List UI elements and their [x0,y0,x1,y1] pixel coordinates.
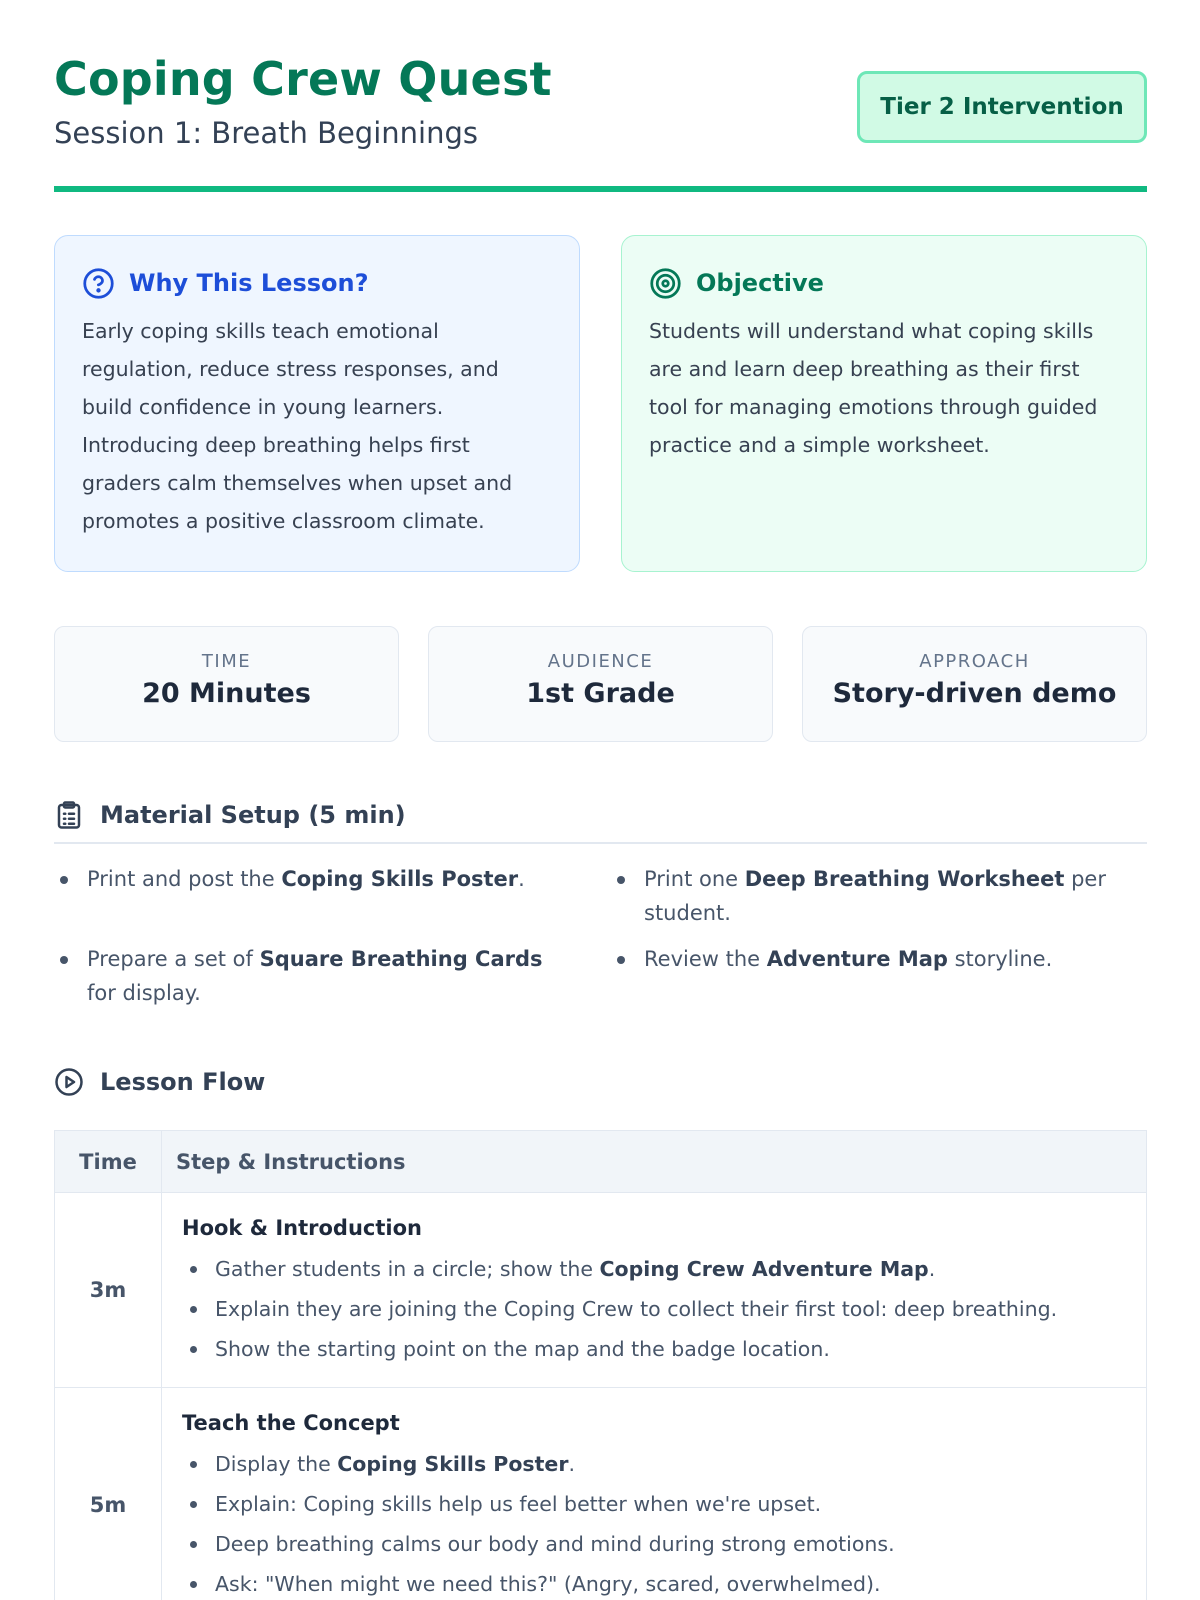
stat-approach [802,626,1147,742]
step-details [162,1193,1147,1388]
table-row [55,1193,1147,1388]
material-item: Print and post the Coping Skills Poster. [54,862,564,896]
lesson-flow-table [54,1130,1147,1600]
table-header-row [55,1131,1147,1193]
lesson-flow-title: Lesson Flow [100,1068,266,1096]
header [54,52,1147,192]
clipboard-icon [54,800,84,830]
lesson-flow-heading [54,1067,1147,1097]
step-time: 5m [55,1388,162,1600]
materials-title: Material Setup (5 min) [100,801,406,829]
step-title: Hook & Introduction [182,1216,422,1240]
objective-card-body: Students will understand what coping skills are and learn deep breathing as their first tool for managing emotions through guided practice and a simple worksheet. [649,319,1098,457]
why-card-title: Why This Lesson? [129,269,369,297]
step-instruction: Display the Coping Skills Poster. [182,1444,1126,1484]
material-item: Print one Deep Breathing Worksheet per student. [611,862,1121,930]
stat-audience [428,626,773,742]
material-item: Review the Adventure Map storyline. [611,942,1121,976]
step-instruction: Deep breathing calms our body and mind during strong emotions. [182,1524,1126,1564]
materials-divider [54,842,1147,844]
step-details [162,1388,1147,1600]
target-icon [649,267,682,300]
play-circle-icon [54,1067,84,1097]
step-instruction: Ask: "When might we need this?" (Angry, scared, overwhelmed). [182,1564,1126,1600]
column-header-step: Step & Instructions [162,1131,1147,1193]
column-header-time: Time [55,1131,162,1193]
stat-label: TIME [201,651,252,672]
stat-value: Story-driven demo [832,678,1117,709]
stat-value: 20 Minutes [142,678,311,709]
why-card [54,235,580,572]
tier-badge: Tier 2 Intervention [857,71,1147,143]
header-divider [54,186,1147,192]
objective-card [621,235,1147,572]
stat-label: APPROACH [919,651,1030,672]
table-row [55,1388,1147,1600]
step-instruction: Explain: Coping skills help us feel better when we're upset. [182,1484,1126,1524]
stat-label: AUDIENCE [547,651,654,672]
stat-value: 1st Grade [526,678,675,709]
why-card-header [82,264,552,302]
page-title: Coping Crew Quest [54,52,552,106]
lesson-plan-page [54,0,1147,1600]
step-title: Teach the Concept [182,1411,400,1435]
page-subtitle: Session 1: Breath Beginnings [54,116,478,150]
step-instruction: Explain they are joining the Coping Crew to collect their first tool: deep breathing. [182,1289,1126,1329]
why-card-body: Early coping skills teach emotional regulation, reduce stress responses, and build confidence in young learners. Introducing deep breathing helps first graders calm themselves when upset and promotes a positive classroom climate. [82,319,513,533]
material-item: Prepare a set of Square Breathing Cards for display. [54,942,564,1010]
step-time: 3m [55,1193,162,1388]
question-circle-icon [82,267,115,300]
step-instruction: Gather students in a circle; show the Coping Crew Adventure Map. [182,1249,1126,1289]
materials-heading [54,800,1147,830]
step-instruction: Show the starting point on the map and the badge location. [182,1329,1126,1369]
objective-card-title: Objective [696,269,824,297]
stat-time [54,626,399,742]
objective-card-header [649,264,1119,302]
